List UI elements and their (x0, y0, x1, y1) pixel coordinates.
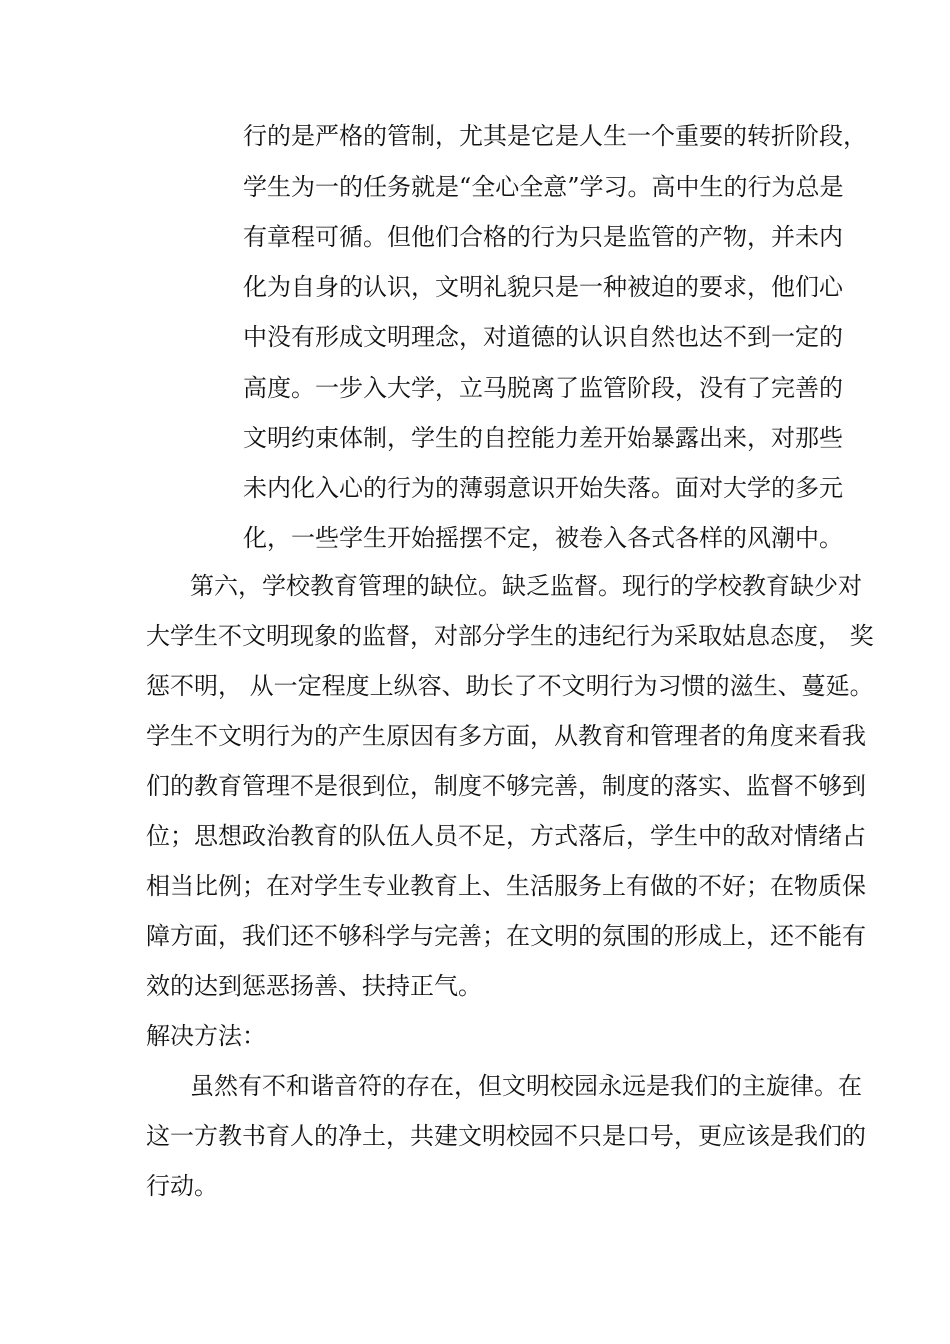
text-line: 化，一些学生开始摇摆不定，被卷入各式各样的风潮中。 (243, 524, 843, 552)
text-line: 学生为一的任务就是“全心全意”学习。高中生的行为总是 (243, 173, 844, 201)
text-line: 虽然有不和谐音符的存在，但文明校园永远是我们的主旋律。在 (190, 1072, 862, 1100)
text-line: 位；思想政治教育的队伍人员不足，方式落后，学生中的敌对情绪占 (146, 822, 866, 850)
text-line: 行的是严格的管制，尤其是它是人生一个重要的转折阶段， (243, 122, 867, 150)
text-line: 学生不文明行为的产生原因有多方面，从教育和管理者的角度来看我 (146, 722, 866, 750)
text-line: 效的达到惩恶扬善、扶持正气。 (146, 972, 482, 1000)
text-line: 惩不明， 从一定程度上纵容、助长了不文明行为习惯的滋生、蔓延。 (146, 672, 874, 700)
text-line: 文明约束体制，学生的自控能力差开始暴露出来，对那些 (243, 424, 843, 452)
text-line: 大学生不文明现象的监督，对部分学生的违纪行为采取姑息态度， 奖 (146, 622, 874, 650)
text-line: 第六，学校教育管理的缺位。缺乏监督。现行的学校教育缺少对 (190, 572, 862, 600)
text-line: 中没有形成文明理念，对道德的认识自然也达不到一定的 (243, 323, 843, 351)
text-line: 相当比例；在对学生专业教育上、生活服务上有做的不好；在物质保 (146, 872, 866, 900)
text-line: 这一方教书育人的净土，共建文明校园不只是口号，更应该是我们的 (146, 1122, 866, 1150)
section-heading: 解决方法： (146, 1022, 266, 1050)
text-line: 未内化入心的行为的薄弱意识开始失落。面对大学的多元 (243, 474, 843, 502)
text-line: 高度。一步入大学，立马脱离了监管阶段，没有了完善的 (243, 374, 843, 402)
text-line: 化为自身的认识，文明礼貌只是一种被迫的要求，他们心 (243, 273, 843, 301)
text-line: 们的教育管理不是很到位，制度不够完善，制度的落实、监督不够到 (146, 772, 866, 800)
text-line: 障方面，我们还不够科学与完善；在文明的氛围的形成上，还不能有 (146, 922, 866, 950)
text-line: 行动。 (146, 1172, 218, 1200)
text-line: 有章程可循。但他们合格的行为只是监管的产物，并未内 (243, 223, 843, 251)
